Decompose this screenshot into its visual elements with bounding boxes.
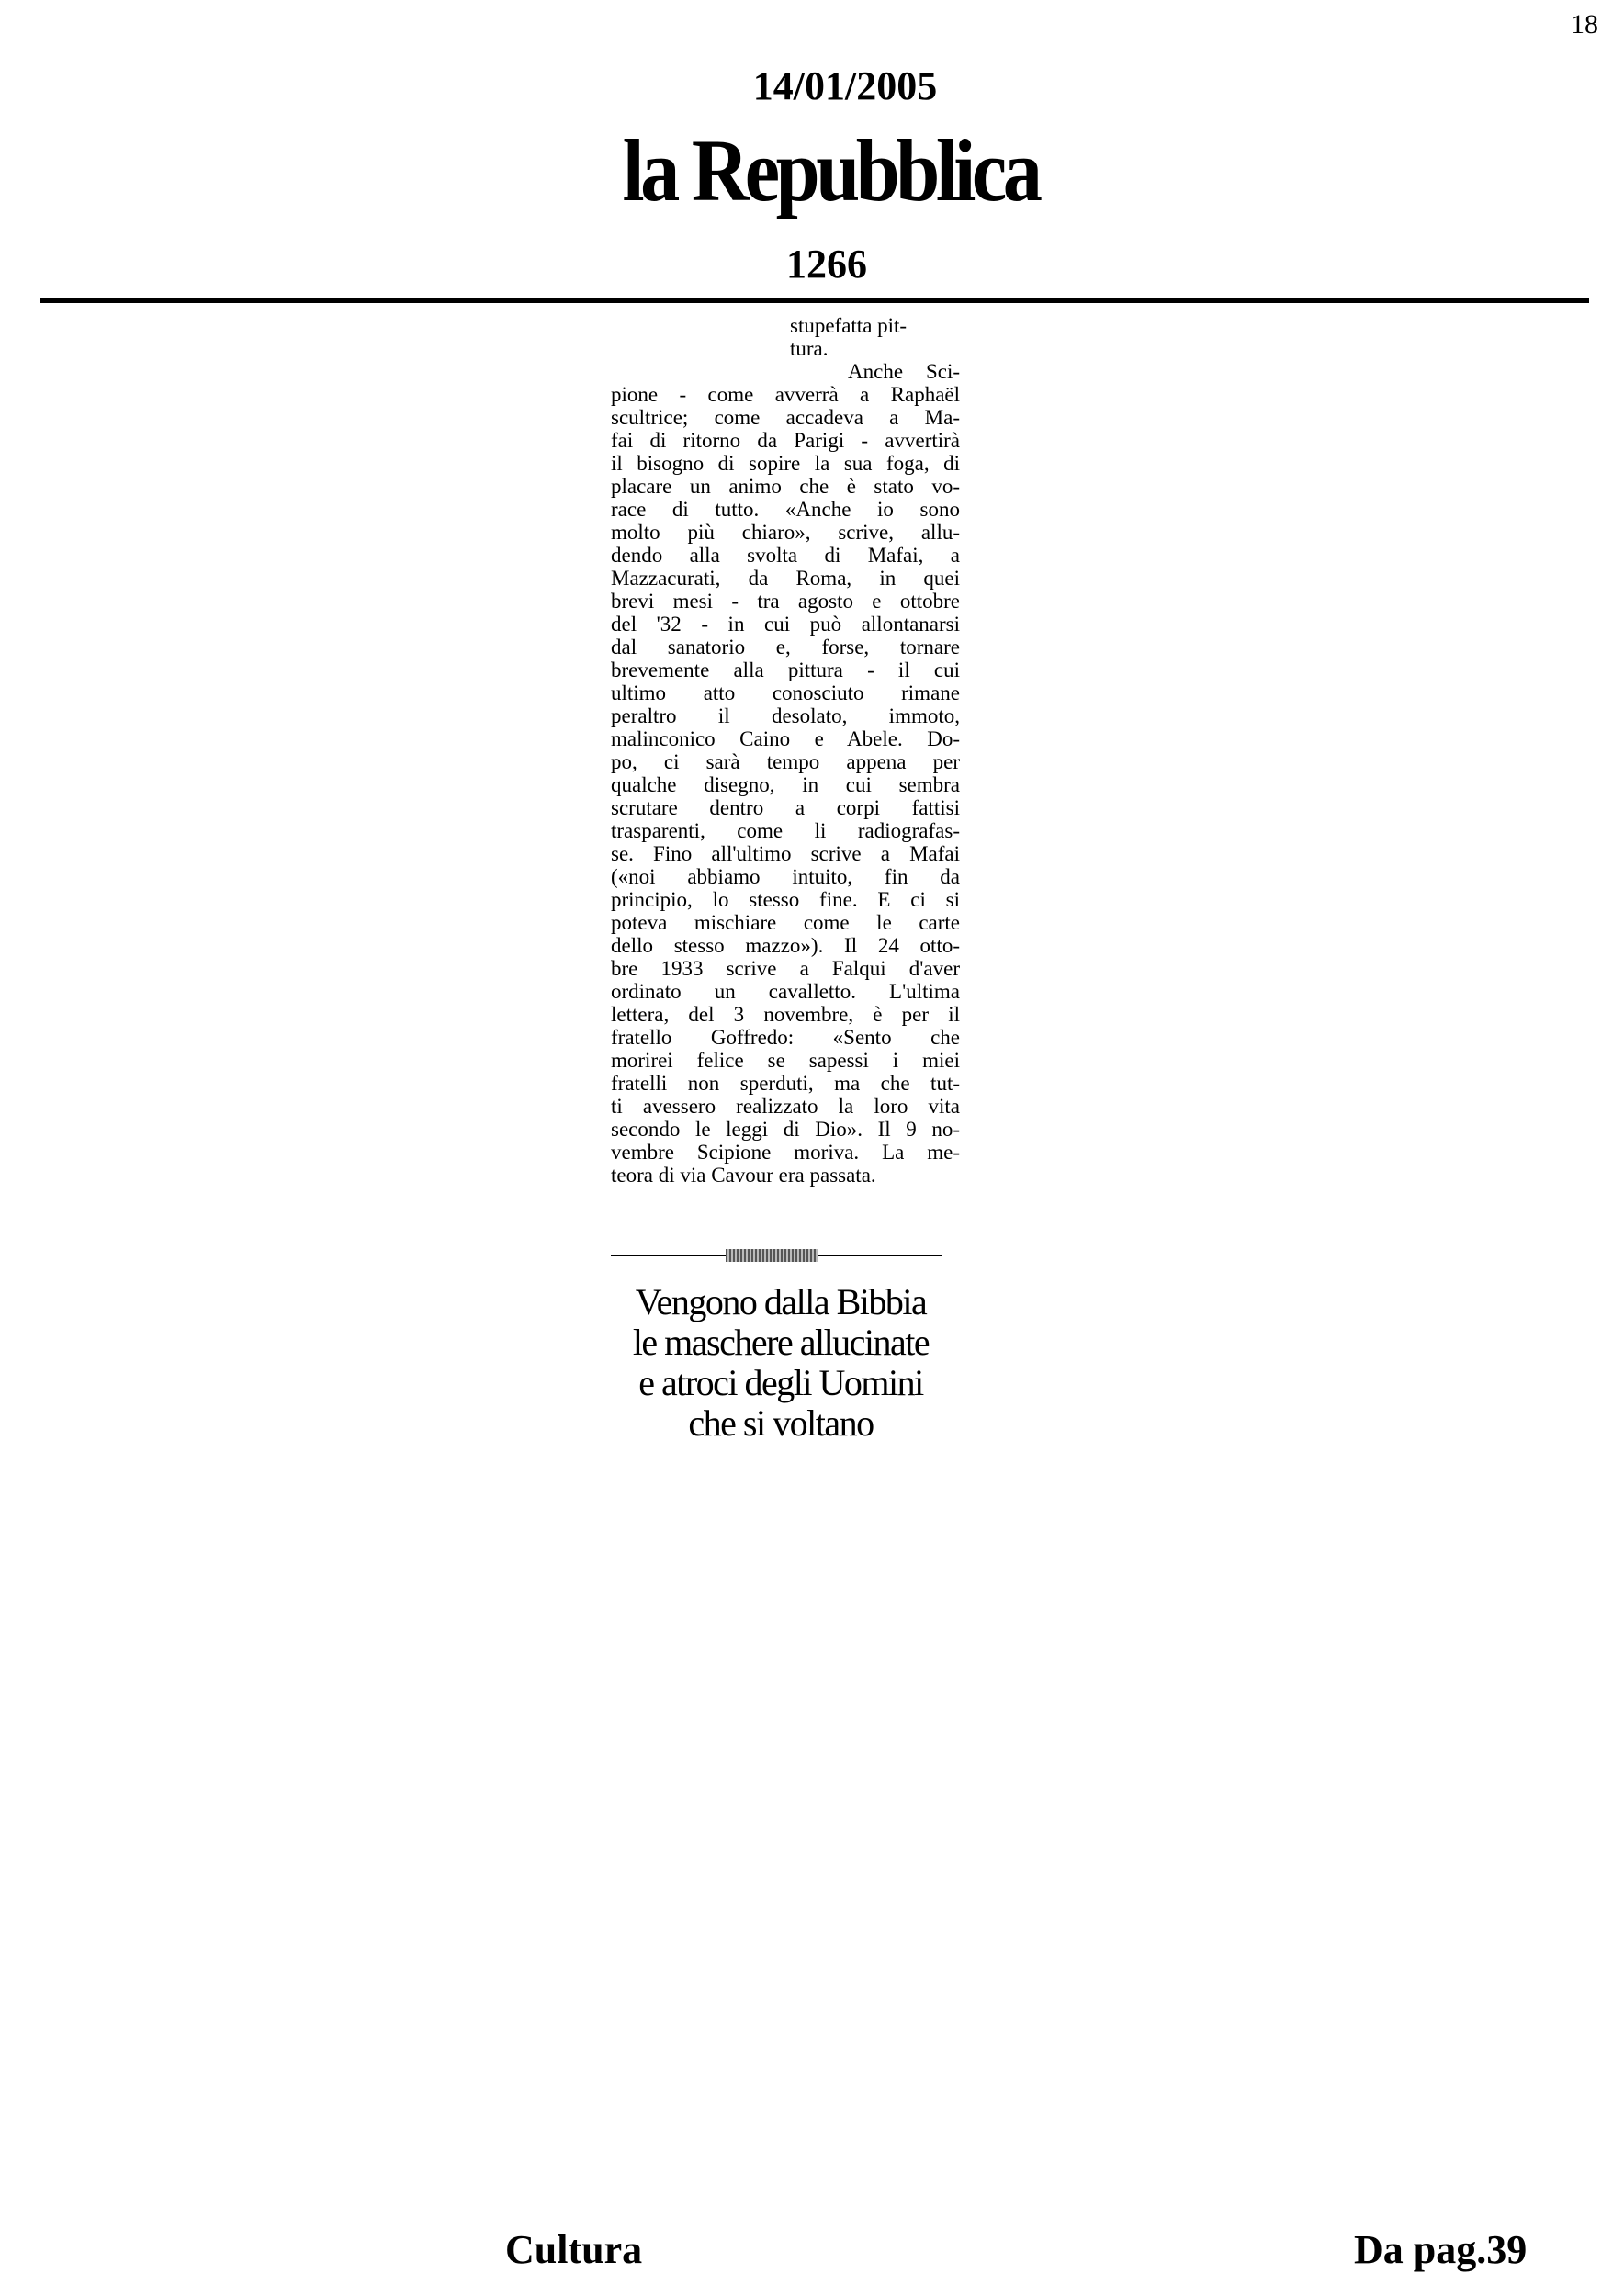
article-line: se. Fino all'ultimo scrive a Mafai [611, 842, 960, 865]
article-line: po, ci sarà tempo appena per [611, 750, 960, 773]
article-line: ordinato un cavalletto. L'ultima [611, 980, 960, 1003]
article-line: race di tutto. «Anche io sono [611, 498, 960, 521]
pullquote [606, 1282, 955, 1444]
article-line: il bisogno di sopire la sua foga, di [611, 452, 960, 475]
article-line: trasparenti, come li radiografas- [611, 819, 960, 842]
article-line: lettera, del 3 novembre, è per il [611, 1003, 960, 1026]
article-line: malinconico Caino e Abele. Do- [611, 727, 960, 750]
article-line: placare un animo che è stato vo- [611, 475, 960, 498]
article-line: Mazzacurati, da Roma, in quei [611, 567, 960, 590]
pullquote-line: le maschere allucinate [632, 1322, 930, 1363]
issue-number: 1266 [786, 242, 867, 287]
pullquote-line: Vengono dalla Bibbia [635, 1281, 927, 1322]
section-label: Cultura [505, 2227, 643, 2272]
article-line: secondo le leggi di Dio». Il 9 no- [611, 1118, 960, 1141]
header-rule [40, 298, 1589, 303]
article-line: stupefatta pit- [790, 314, 908, 337]
article-line: brevi mesi - tra agosto e ottobre [611, 590, 960, 613]
article-line: poteva mischiare come le carte [611, 911, 960, 934]
article-line: principio, lo stesso fine. E ci si [611, 888, 960, 911]
article-line: ti avessero realizzato la loro vita [611, 1095, 960, 1118]
pullquote-line: e atroci degli Uomini [638, 1362, 923, 1403]
article-line: del '32 - in cui può allontanarsi [611, 613, 960, 636]
pullquote-line: che si voltano [688, 1402, 874, 1444]
pullquote-ornament [726, 1249, 818, 1262]
newspaper-masthead: la Repubblica [622, 121, 1039, 219]
article-line: scultrice; come accadeva a Ma- [611, 406, 960, 429]
article-column [611, 314, 960, 1187]
article-line: brevemente alla pittura - il cui [611, 658, 960, 681]
article-line: qualche disegno, in cui sembra [611, 773, 960, 796]
article-line: fratelli non sperduti, ma che tut- [611, 1072, 960, 1095]
article-line: fratello Goffredo: «Sento che [611, 1026, 960, 1049]
article-line: scrutare dentro a corpi fattisi [611, 796, 960, 819]
page-number: 18 [1571, 9, 1598, 39]
article-line: vembre Scipione moriva. La me- [611, 1141, 960, 1164]
article-line: pione - come avverrà a Raphaël [611, 383, 960, 406]
article-line: peraltro il desolato, immoto, [611, 704, 960, 727]
article-line: ultimo atto conosciuto rimane [611, 681, 960, 704]
article-line: bre 1933 scrive a Falqui d'aver [611, 957, 960, 980]
article-line: molto più chiaro», scrive, allu- [611, 521, 960, 544]
article-line: morirei felice se sapessi i miei [611, 1049, 960, 1072]
article-line: dendo alla svolta di Mafai, a [611, 544, 960, 567]
article-line: («noi abbiamo intuito, fin da [611, 865, 960, 888]
article-line: dello stesso mazzo»). Il 24 otto- [611, 934, 960, 957]
article-line: tura. [790, 337, 829, 360]
publication-date: 14/01/2005 [752, 63, 938, 108]
article-line: dal sanatorio e, forse, tornare [611, 636, 960, 658]
article-line: teora di via Cavour era passata. [611, 1164, 876, 1187]
article-line: fai di ritorno da Parigi - avvertirà [611, 429, 960, 452]
source-page-reference: Da pag.39 [1354, 2227, 1528, 2272]
article-line: Anche Sci- [848, 360, 960, 383]
